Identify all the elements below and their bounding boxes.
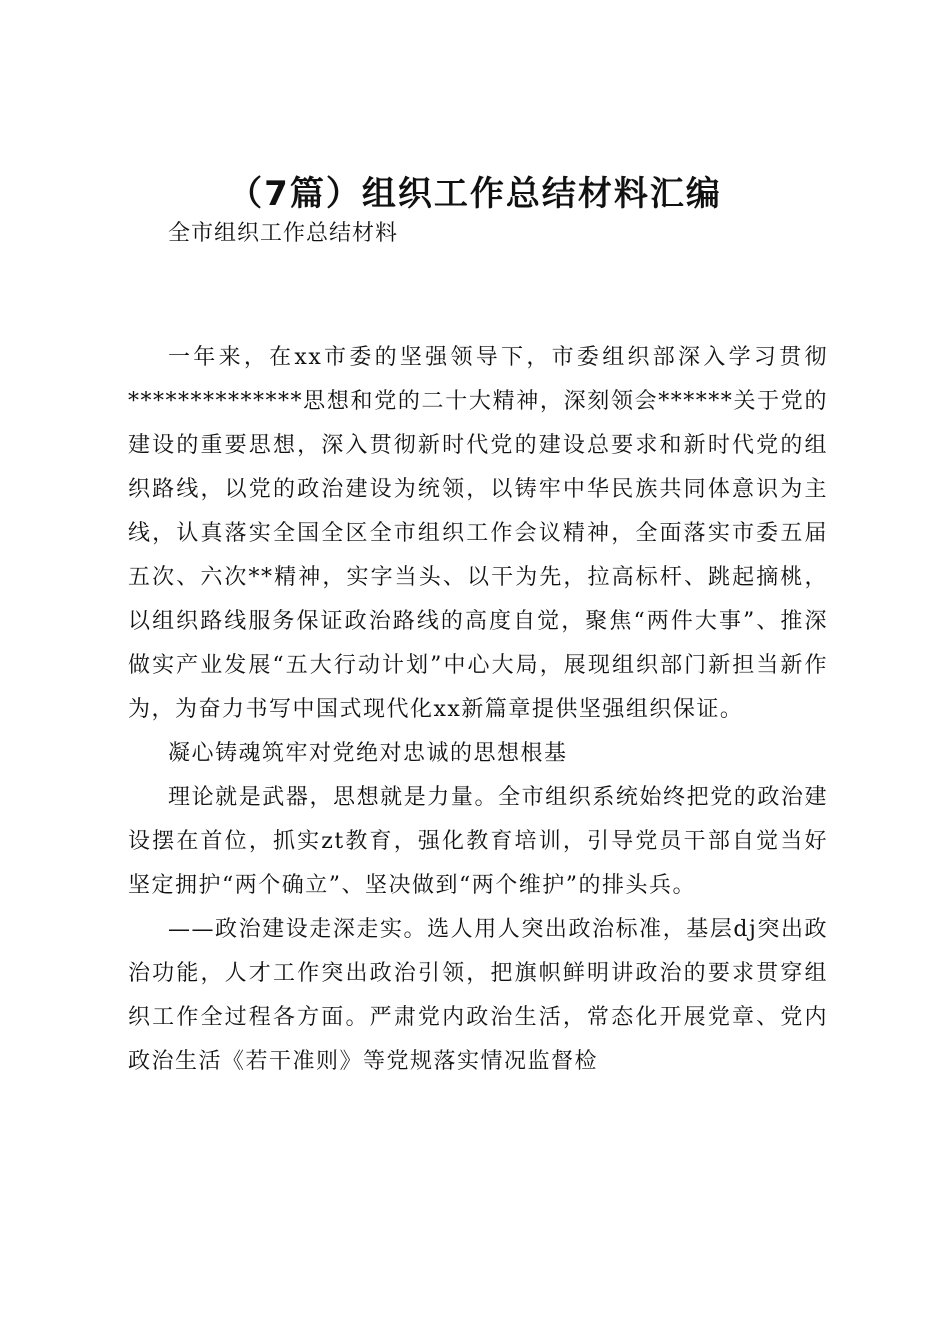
paragraph-theory: 理论就是武器，思想就是力量。全市组织系统始终把党的政治建设摆在首位，抓实zt教育，强化教育培训，引导党员干部自觉当好坚定拥护“两个确立”、坚决做到“两个维护”的排头兵。 [128, 785, 828, 898]
section-heading: 凝心铸魂筑牢对党绝对忠诚的思想根基 [168, 741, 568, 766]
document-title: （7篇）组织工作总结材料汇编 [228, 174, 722, 214]
document-subtitle: 全市组织工作总结材料 [168, 221, 399, 246]
paragraph-intro: 一年来，在xx市委的坚强领导下，市委组织部深入学习贯彻**************思想和党的二十大精神，深刻领会******关于党的建设的重要思想，深入贯彻新时代党的建设总要求和新时代党的组织路线，以党的政治建设为统领，以铸牢中华民族共同体意识为主线，认真落实全国全区全市组织工作会议精神，全面落实市委五届五次、六次**精神，实字当头、以干为先，拉高标杆、跳起摘桃，以组织路线服务保证政治路线的高度自觉，聚焦“两件大事”、推深做实产业发展“五大行动计划”中心大局，展现组织部门新担当新作为，为奋力书写中国式现代化xx新篇章提供坚强组织保证。 [128, 345, 828, 722]
paragraph-political-building: ——政治建设走深走实。选人用人突出政治标准，基层dj突出政治功能，人才工作突出政治引领，把旗帜鲜明讲政治的要求贯穿组织工作全过程各方面。严肃党内政治生活，常态化开展党章、党内政治生活《若干准则》等党规落实情况监督检 [128, 917, 828, 1074]
document-body [128, 336, 828, 1084]
